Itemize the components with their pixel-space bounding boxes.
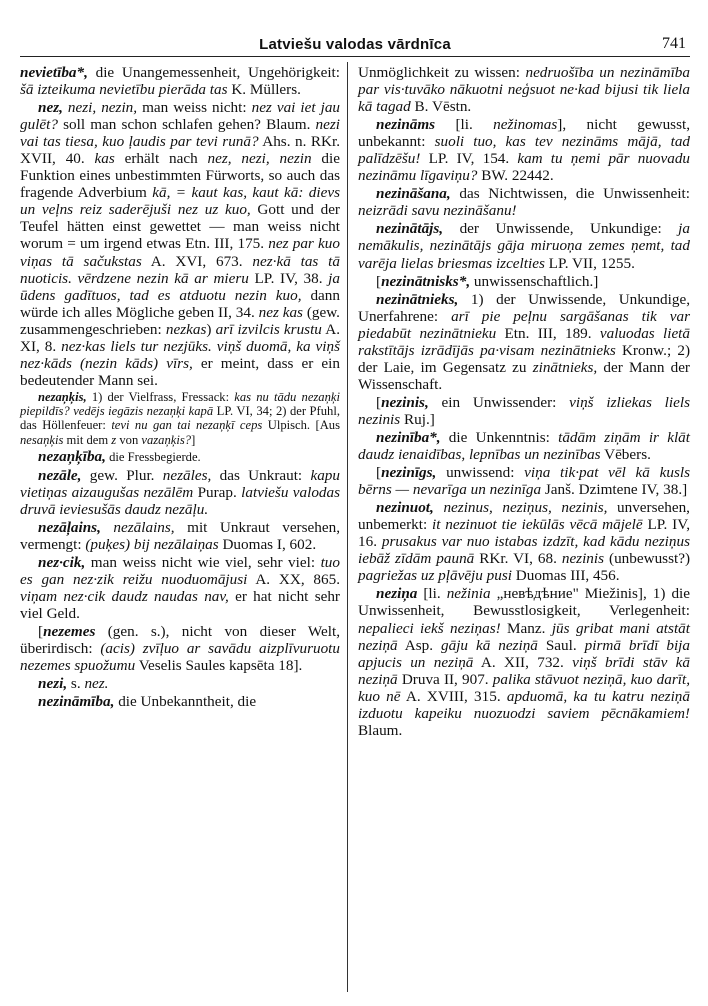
dictionary-entry (20, 554, 340, 622)
definition-text: 1) der Vielfrass, Fressack: (86, 389, 235, 404)
example-text: šā izteikuma nevietību pierāda tas (20, 81, 228, 99)
example-text: nesaņķis (20, 432, 64, 447)
definition-text: LP. VI, 34; 2) der Pfuhl, das Höllenfeuer: (20, 404, 340, 433)
definition-text: A. XII, 732. (473, 653, 573, 671)
example-text: nez kas (258, 303, 303, 321)
definition-text: Manz. (500, 619, 552, 637)
definition-text: von (116, 432, 142, 447)
definition-text: (unbewusst?) (604, 550, 691, 568)
definition-text: [ (38, 623, 44, 641)
example-text: nez, nezi, nezin (207, 150, 312, 168)
page-header (20, 34, 690, 57)
definition-text: erhält nach (114, 150, 208, 168)
definition-text: der Unwissende, Unkundige: (443, 220, 679, 238)
definition-text: Blaum. (358, 721, 403, 739)
example-text: ja nemākulis, nezinātājs gāja miruoņa zemes ņemt, tad varēja lielas briesmas izcelties (358, 220, 690, 272)
example-text: viņš brīdi stāv kā neziņā (358, 653, 690, 688)
example-text: nepalieci iekš neziņas! (358, 619, 501, 637)
definition-text: Duomas III, 456. (511, 567, 620, 585)
headword: nezaņķība, (38, 447, 106, 465)
definition-text: s. (67, 675, 85, 693)
definition-text: er meint, dass er ein bedeutender Mann sei. (20, 354, 340, 389)
definition-text: Vēbers. (600, 446, 651, 464)
definition-text: LP. VII, 1255. (544, 254, 635, 272)
example-text: jūs gribat mani atstāt neziņā (358, 619, 690, 654)
definition-text: mit Unkraut versehen, vermengt: (20, 518, 340, 553)
definition-text: B. Vēstn. (410, 98, 472, 116)
example-text: viņš izliekas liels nezinis (358, 393, 690, 428)
example-text: vazaņķis? (141, 432, 192, 447)
example-text: nezinus, neziņus, nezinis, (443, 499, 608, 517)
headword: nezināms (376, 116, 436, 134)
headword: nezinuot, (376, 499, 434, 517)
dictionary-entry (358, 291, 690, 393)
definition-text: die Unkenntnis: (440, 428, 559, 446)
example-text: arī pie peļnu sargāšanas tik var piedabūt nezinātnieku (358, 307, 690, 342)
definition-text: Etn. III, 189. (496, 324, 600, 342)
example-text: palika stāvuot neziņā, kuo darīt, kuo nē (358, 670, 690, 705)
example-text: tevi nu gan tai nezaņķī ceps (111, 418, 263, 433)
definition-text: BW. 22442. (477, 167, 554, 185)
definition-text: Janš. Dzimtene IV, 38.] (541, 481, 688, 499)
example-text: kas nu tādu nezaņķi piepildīs? vedējs iegāzis nezaņķi kapā (20, 389, 340, 419)
example-text: viņa tik·pat vēl kā kusls bērns — nevarīga un nezinīga (358, 464, 690, 499)
example-text: tuo es gan nez·zik reižu nuoduomājusi (20, 553, 340, 589)
headword: nezāle, (38, 466, 82, 484)
headword: nezināšana, (376, 185, 451, 203)
definition-text: die Unangemessenheit, Ungehörigkeit: (87, 64, 340, 81)
dictionary-entry (358, 585, 690, 738)
definition-text: (gew. zusammengeschrieben: (20, 303, 340, 338)
definition-text: gew. Plur. (81, 466, 163, 484)
example-text: nez vai iet jau gulēt? (20, 99, 341, 134)
definition-text: Gott und der Teufel hätten einst gewettet — man weiss nicht worum = um irgend etwas Etn. III, 175. (20, 201, 340, 253)
example-text: ja ūdens gadītuos, tad es atduotu nezin kuo, (20, 269, 340, 304)
example-text: tādām ziņām ir klāt daudz ienaidības, lepnības un nezinības (358, 428, 690, 464)
definition-text: [ (376, 464, 382, 482)
example-text: nezi vai tas tiesa, kuo ļaudis par tevi runā? (20, 116, 340, 151)
definition-text: RKr. VI, 68. (474, 550, 562, 568)
dictionary-entry (358, 220, 690, 271)
example-text: pirmā brīdī bija apjucis un neziņā (358, 636, 690, 671)
dictionary-entry (20, 519, 340, 553)
definition-text: (gen. s.), nicht von dieser Welt, überirdisch: (20, 623, 340, 658)
definition-text: Purap. (193, 483, 242, 501)
definition-text: das Unkraut: (211, 466, 311, 484)
dictionary-entry (20, 623, 340, 674)
definition-text: LP. IV, 16. (358, 516, 691, 551)
definition-text: Duomas I, 602. (218, 535, 317, 553)
definition-text: A. XVIII, 315. (400, 687, 507, 705)
definition-text: unwissend: (436, 464, 525, 482)
definition-text: ] (191, 432, 196, 447)
headword: nezaņķis, (38, 389, 87, 404)
example-text: z (111, 432, 117, 447)
definition-text: Ulpisch. [Aus (262, 418, 341, 433)
headword: nezinātājs, (376, 220, 444, 238)
definition-text: man weiss nicht wie viel, sehr viel: (85, 553, 321, 571)
definition-text (101, 519, 114, 536)
dictionary-entry (358, 394, 690, 428)
dictionary-entry (358, 429, 690, 463)
definition-text: Asp. (397, 636, 441, 654)
headword: nezinātnisks*, (381, 272, 471, 290)
headword: neziņa (376, 585, 418, 603)
definition-text (434, 499, 444, 516)
example-text: nedruošība un nezināmība par vis·tuvāko nākuotni neģsuot ne·kad bijusi tik liela kā tagad (358, 64, 690, 116)
dictionary-entry (358, 185, 690, 219)
example-text: nežinia (446, 585, 491, 603)
headword: nezinātnieks, (376, 290, 459, 308)
example-text: kas (94, 150, 115, 168)
example-text: valuodas lietā rakstītājs izrādījās pa·visam nezinātnieks (358, 324, 690, 359)
column-divider (347, 62, 348, 992)
definition-text: die Fressbegierde. (105, 449, 201, 464)
definition-text: [ (376, 393, 382, 411)
example-text: kapu vietiņas aizaugušas nezālēm (20, 466, 340, 501)
example-text: it nezinuot tie iekūlās vēcā mājelē (432, 516, 643, 534)
dictionary-entry (358, 464, 690, 498)
definition-text: [li. (417, 585, 447, 603)
definition-text: A. XVI, 673. (141, 252, 253, 270)
headword: nezināmība, (38, 693, 115, 711)
definition-text: soll man schon schlafen gehen? Blaum. (57, 116, 316, 134)
definition-text: Veselis Saules kapsēta 18]. (135, 657, 303, 675)
example-text: neizrādi savu nezināšanu! (358, 202, 517, 220)
example-text: kam tu ņemi pār nuovadu nezināmu līgaviņu? (358, 150, 691, 185)
example-text: prusakus var nuo istabas izdzīt, kad kādu neziņus iebāž zīdām paunā (358, 533, 690, 568)
dictionary-entry (20, 693, 340, 710)
headword: nez·cik, (38, 553, 86, 571)
definition-text: K. Müllers. (227, 81, 301, 99)
definition-text: die Funktion eines unbestimmten Fürworts, so auch das fragende Adverbium (20, 150, 340, 202)
definition-text: LP. IV, 38. (248, 269, 329, 287)
definition-text: ) (206, 320, 216, 338)
definition-text: Unmöglichkeit zu wissen: (358, 64, 526, 81)
headword: nezinīgs, (381, 464, 437, 482)
definition-text: LP. IV, 154. (420, 150, 518, 168)
example-text: nezkas (165, 320, 207, 338)
dictionary-entry (358, 116, 690, 184)
page-number: 741 (662, 35, 686, 52)
example-text: gāju kā neziņā (441, 636, 538, 654)
definition-text: A. XI, 8. (20, 320, 341, 355)
definition-text: Kronw.; 2) der Laie, im Gegensatz zu (358, 341, 690, 376)
example-text: latviešu valodas druvā ieviesušās daudz nezāļu. (20, 483, 341, 518)
example-text: zinātnieks, (532, 358, 598, 376)
example-text: kā, = kaut kas, kaut kā: dievs un veļns reiz saderējuši nez uz kuo, (20, 184, 340, 219)
definition-text: [li. (435, 116, 494, 134)
definition-text: der Mann der Wissenschaft. (358, 358, 690, 393)
example-text: (acis) zvīļuo ar savādu aizplīvuruotu nezemes spuožumu (20, 640, 340, 675)
dictionary-entry (358, 64, 690, 115)
example-text: nezāles, (162, 466, 212, 484)
example-text: nezālains, (113, 518, 175, 536)
running-title: Latviešu valodas vārdnīca (259, 36, 451, 53)
headword: nezi, (38, 675, 68, 693)
definition-text: ], nicht gewusst, unbekannt: (358, 116, 690, 151)
left-column (20, 64, 340, 711)
definition-text: Ahs. n. RKr. XVII, 40. (20, 133, 341, 168)
example-text: nez·kas liels tur nezjūks. viņš duomā, ka viņš nez·kāds (nezin kāds) vīrs, (20, 337, 341, 372)
headword: nezāļains, (38, 518, 101, 536)
definition-text: 1) der Unwissende, Unkundige, Unerfahrene: (358, 290, 690, 325)
definition-text: Druva II, 907. (397, 670, 493, 688)
headword: nevietība*, (20, 64, 88, 81)
dictionary-entry (358, 499, 690, 584)
example-text: viņam nez·cik daudz naudas nav, (20, 588, 229, 606)
definition-text: man weiss nicht: (137, 99, 252, 117)
dictionary-entry (20, 675, 340, 692)
definition-text: das Nichtwissen, die Unwissenheit: (450, 185, 690, 203)
definition-text: unwissenschaftlich.] (470, 272, 599, 290)
example-text: nez par kuo viņas tā sačukstas (20, 235, 340, 270)
example-text: pagriežas uz pļāvēju pusi (358, 567, 512, 585)
dictionary-entry (20, 390, 340, 447)
headword: nezinība*, (376, 428, 441, 446)
dictionary-entry (20, 448, 340, 466)
definition-text: dann würde ich alles Mögliche geben II, 34. (20, 286, 340, 321)
dictionary-entry (20, 467, 340, 518)
example-text: nežinomas (493, 116, 558, 134)
example-text: apduomā, ka tu katru neziņā izduotu kapeiku nuozuodzi saviem pēcnākamiem! (358, 687, 690, 722)
dictionary-entry (358, 273, 690, 290)
definition-text: Saul. (537, 636, 585, 654)
definition-text: ein Unwissender: (428, 393, 570, 411)
dictionary-entry (20, 99, 340, 389)
example-text: nez·kā tas tā nuoticis. vērdzene nezin kā ar mieru (20, 252, 340, 287)
definition-text: die Unbekanntheit, die (114, 693, 257, 711)
definition-text: er hat nicht sehr viel Geld. (20, 588, 340, 623)
definition-text: [ (376, 272, 382, 290)
example-text: nezi, nezin, (67, 99, 138, 117)
example-text: nez. (84, 675, 109, 693)
headword: nez, (38, 99, 63, 117)
definition-text: unversehen, unbemerkt: (358, 499, 690, 534)
right-column (358, 64, 690, 740)
example-text: arī izvilcis krustu (215, 320, 322, 338)
dictionary-entry (20, 64, 340, 98)
headword: nezemes (43, 623, 96, 641)
example-text: suoli tuo, kas tev nezināms mājā, tad palīdzēšu! (358, 133, 691, 168)
definition-text: mit dem (63, 432, 112, 447)
headword: nezinis, (381, 393, 429, 411)
definition-text: Ruj.] (400, 410, 435, 428)
example-text: nezinis (561, 550, 605, 568)
definition-text: „невѣдѣние" Miežinis], 1) die Unwissenheit, Bewusstlosigkeit, Verlegenheit: (358, 585, 691, 620)
definition-text: A. XX, 865. (247, 571, 340, 589)
example-text: (puķes) bij nezālaiņas (85, 535, 219, 553)
